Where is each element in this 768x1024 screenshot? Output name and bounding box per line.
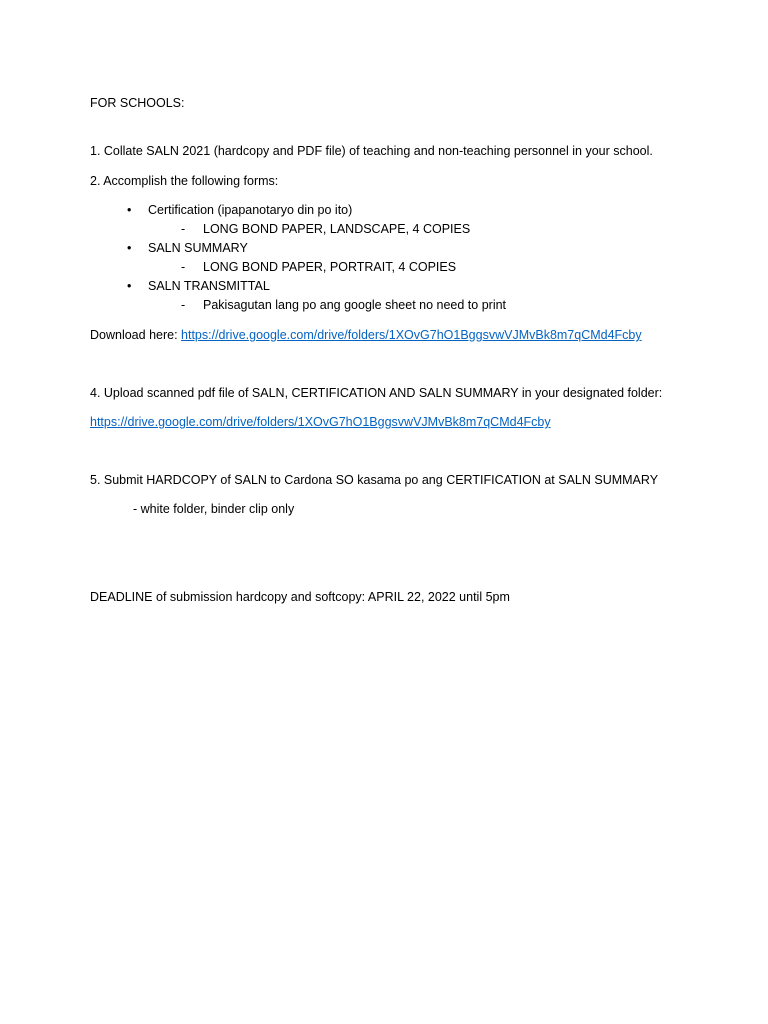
step-5-text: 5. Submit HARDCOPY of SALN to Cardona SO kasama po ang CERTIFICATION at SALN SUMMARY [90, 473, 659, 487]
dash-saln-transmittal: - [181, 298, 186, 312]
download-link[interactable]: https://drive.google.com/drive/folders/1XOvG7hO1BggsvwVJMvBk8m7qCMd4Fcby [181, 328, 642, 342]
form-item-certification: Certification (ipapanotaryo din po ito) [148, 203, 353, 217]
deadline-text: DEADLINE of submission hardcopy and softcopy: APRIL 22, 2022 until 5pm [90, 590, 510, 604]
bullet-saln-transmittal: • [127, 279, 132, 293]
form-item-saln-transmittal: SALN TRANSMITTAL [148, 279, 270, 293]
dash-saln-summary: - [181, 260, 186, 274]
form-item-saln-summary: SALN SUMMARY [148, 241, 248, 255]
step-5-note: - white folder, binder clip only [133, 502, 295, 516]
note-saln-transmittal: Pakisagutan lang po ang google sheet no need to print [203, 298, 507, 312]
dash-certification: - [181, 222, 186, 236]
heading: FOR SCHOOLS: [90, 96, 185, 110]
upload-line [90, 414, 551, 430]
step-2-text: 2. Accomplish the following forms: [90, 174, 279, 188]
step-4-text: 4. Upload scanned pdf file of SALN, CERTIFICATION AND SALN SUMMARY in your designated folder: [90, 386, 663, 400]
bullet-certification: • [127, 203, 132, 217]
step-1-text: 1. Collate SALN 2021 (hardcopy and PDF file) of teaching and non-teaching personnel in your school. [90, 144, 653, 158]
upload-link[interactable]: https://drive.google.com/drive/folders/1XOvG7hO1BggsvwVJMvBk8m7qCMd4Fcby [90, 415, 551, 429]
download-line [90, 327, 642, 343]
note-certification: LONG BOND PAPER, LANDSCAPE, 4 COPIES [203, 222, 471, 236]
bullet-saln-summary: • [127, 241, 132, 255]
download-label: Download here: [90, 328, 182, 342]
note-saln-summary: LONG BOND PAPER, PORTRAIT, 4 COPIES [203, 260, 457, 274]
